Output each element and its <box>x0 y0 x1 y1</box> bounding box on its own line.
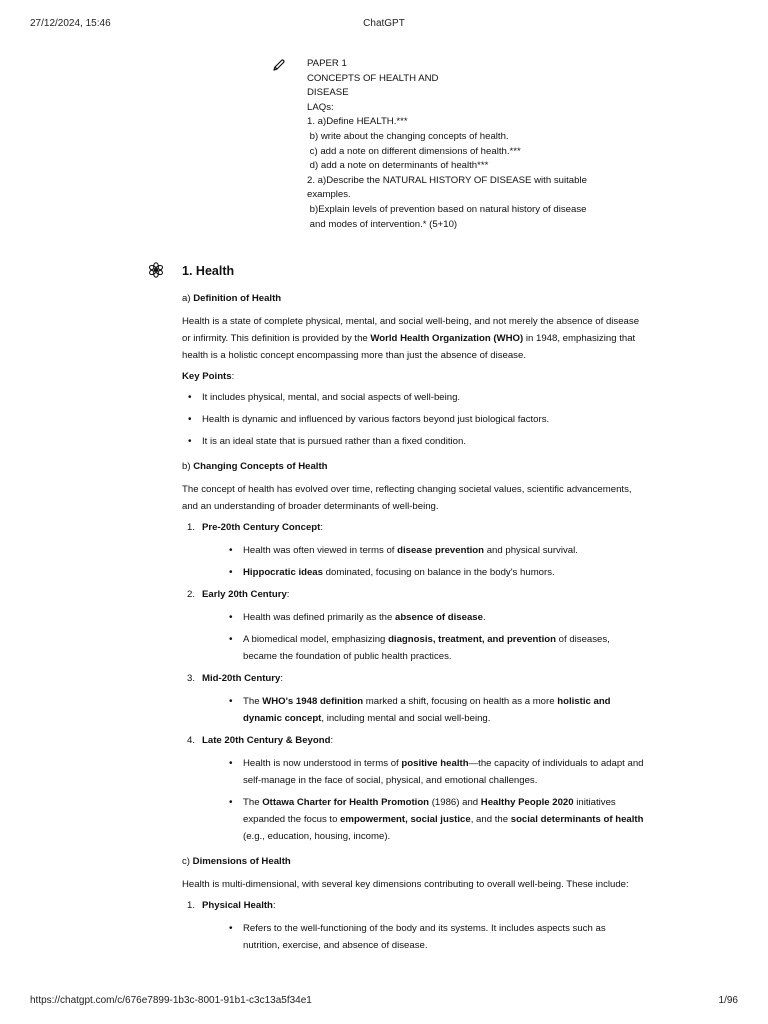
subheading-prefix: c) <box>182 856 190 867</box>
print-datetime: 27/12/2024, 15:46 <box>30 18 111 29</box>
user-message-line: and modes of intervention.* (5+10) <box>307 218 458 230</box>
bold-text: disease prevention <box>397 545 485 556</box>
subheading-changing-concepts <box>182 458 644 475</box>
text: dominated, focusing on balance in the body's humors. <box>322 567 555 578</box>
page-header-title: ChatGPT <box>363 18 405 29</box>
text: , including mental and social well-being. <box>321 713 491 724</box>
dimensions-list <box>182 897 644 954</box>
section-heading-health <box>182 262 644 280</box>
assistant-answer <box>182 262 644 960</box>
bold-text: positive health <box>401 758 469 769</box>
list-item: 1. Physical Health: • Refers to the well-functioning of the body and its systems. It includes aspects such as nutrition, exercise, and absence of disease. <box>202 897 644 954</box>
user-message-line: 2. a)Describe the NATURAL HISTORY OF DISEASE with suitable <box>307 174 587 186</box>
text: Health is a state of complete physical, mental, and social well-being, and not merely the absence of disease or infirmity. This definition is provided by the <box>182 316 640 344</box>
dimensions-intro: Health is multi-dimensional, with several key dimensions contributing to overall well-being. These include: <box>182 879 629 890</box>
chatgpt-logo-icon <box>147 261 165 279</box>
user-message-line: b)Explain levels of prevention based on natural history of disease <box>307 203 587 215</box>
subheading-prefix: b) <box>182 461 191 472</box>
subheading-title: Changing Concepts of Health <box>193 461 328 472</box>
text: A biomedical model, emphasizing <box>243 634 389 645</box>
user-message-line: d) add a note on determinants of health*** <box>307 160 489 172</box>
changing-concepts-list <box>182 519 644 845</box>
text: , and the <box>470 814 511 825</box>
text: The <box>243 797 263 808</box>
page-number: 1/96 <box>718 995 738 1006</box>
changing-concepts-intro: The concept of health has evolved over time, reflecting changing societal values, scientific advancements, and an understanding of broader determinants of well-being. <box>182 484 632 512</box>
subheading-title: Definition of Health <box>193 293 282 304</box>
bold-text: Pre-20th Century Concept <box>202 522 321 533</box>
text: initiatives expanded the focus to <box>243 797 616 825</box>
text: and physical survival. <box>484 545 578 556</box>
list-number: 1. <box>187 900 196 911</box>
pencil-icon[interactable] <box>272 58 286 72</box>
text: Health is now understood in terms of <box>243 758 402 769</box>
user-message-line: DISEASE <box>307 87 349 99</box>
text: (1986) and <box>429 797 481 808</box>
list-item: 2. Early 20th Century: • Health was defined primarily as the absence of disease. • A biomedical model, emphasizing diagnosis, treatment, and prevention of diseases, became the foundation of public health practices. <box>202 586 644 665</box>
list-item: • It is an ideal state that is pursued rather than a fixed condition. <box>202 433 644 450</box>
text: of diseases, became the foundation of public health practices. <box>243 634 610 662</box>
list-item: • It includes physical, mental, and social aspects of well-being. <box>202 389 644 406</box>
subheading-dimensions <box>182 853 644 870</box>
list-number: 4. <box>187 735 196 746</box>
list-item <box>243 609 644 626</box>
heading-number: 1. <box>182 264 193 278</box>
user-message-line: LAQs: <box>307 101 334 113</box>
subheading-definition <box>182 290 644 307</box>
bold-text: Physical Health <box>202 900 273 911</box>
user-message-line: PAPER 1 <box>307 58 347 69</box>
key-points-list <box>182 389 644 450</box>
user-message-line: c) add a note on different dimensions of health.*** <box>307 145 521 157</box>
bold-text: Hippocratic ideas <box>243 567 323 578</box>
bold-text: Mid-20th Century <box>202 673 281 684</box>
text: The <box>243 696 263 707</box>
bold-text: absence of disease <box>394 612 483 623</box>
list-number: 1. <box>187 522 196 533</box>
list-item <box>243 755 644 789</box>
list-item <box>243 631 644 665</box>
list-number: 2. <box>187 589 196 600</box>
bold-text: social determinants of health <box>510 814 644 825</box>
subheading-prefix: a) <box>182 293 191 304</box>
subheading-title: Dimensions of Health <box>192 856 291 867</box>
list-item: • Health is dynamic and influenced by various factors beyond just biological factors. <box>202 411 644 428</box>
list-item <box>243 794 644 845</box>
user-message-line: examples. <box>307 189 351 201</box>
text: marked a shift, focusing on health as a more <box>363 696 558 707</box>
list-item: 1. Pre-20th Century Concept: • Health was often viewed in terms of disease prevention and physical survival. • Hippocratic ideas dominated, focusing on balance in the body's humors. <box>202 519 644 581</box>
key-points-label: Key Points: <box>182 371 235 382</box>
bold-text: holistic and dynamic concept <box>243 696 611 724</box>
definition-paragraph <box>182 313 644 364</box>
footer-url[interactable]: https://chatgpt.com/c/676e7899-1b3c-8001-91b1-c3c13a5f34e1 <box>30 995 312 1006</box>
text: Health was defined primarily as the <box>243 612 395 623</box>
bold-text: Ottawa Charter for Health Promotion <box>262 797 430 808</box>
user-message-line: CONCEPTS OF HEALTH AND <box>307 72 439 84</box>
text: —the capacity of individuals to adapt and self-manage in the face of social, physical, and emotional challenges. <box>243 758 644 786</box>
text: . <box>482 612 486 623</box>
list-item: • Refers to the well-functioning of the body and its systems. It includes aspects such as nutrition, exercise, and absence of disease. <box>243 920 644 954</box>
bold-text: Key Points <box>182 371 232 382</box>
list-item <box>243 542 644 559</box>
text: Health was often viewed in terms of <box>243 545 398 556</box>
list-item: 4. Late 20th Century & Beyond: • Health is now understood in terms of positive health—the capacity of individuals to adapt and self-manage in the face of social, physical, and emotional challenges. • The Ottawa Charter for Health Promotion (1986) and Healthy People 2020 initiatives expanded the focus to empowerment, social justice, and the social determinants of health (e.g., education, housing, income). <box>202 732 644 845</box>
heading-text: Health <box>195 264 235 278</box>
bold-text: World Health Organization (WHO) <box>370 333 524 344</box>
bold-text: Healthy People 2020 <box>480 797 574 808</box>
bold-text: diagnosis, treatment, and prevention <box>388 634 556 645</box>
user-message-line: b) write about the changing concepts of health. <box>307 130 509 142</box>
bold-text: WHO's 1948 definition <box>262 696 364 707</box>
bold-text: Late 20th Century & Beyond <box>202 735 331 746</box>
list-item: 3. Mid-20th Century: • The WHO's 1948 definition marked a shift, focusing on health as a more holistic and dynamic concept, including mental and social well-being. <box>202 670 644 727</box>
text: (e.g., education, housing, income). <box>243 831 391 842</box>
list-item <box>243 564 644 581</box>
bold-text: empowerment, social justice <box>340 814 471 825</box>
list-item <box>243 693 644 727</box>
list-number: 3. <box>187 673 196 684</box>
user-message <box>307 57 647 232</box>
user-message-line: 1. a)Define HEALTH.*** <box>307 116 408 128</box>
text: in 1948, emphasizing that health is a holistic concept encompassing more than just the absence of disease. <box>182 333 636 361</box>
bold-text: Early 20th Century <box>202 589 287 600</box>
